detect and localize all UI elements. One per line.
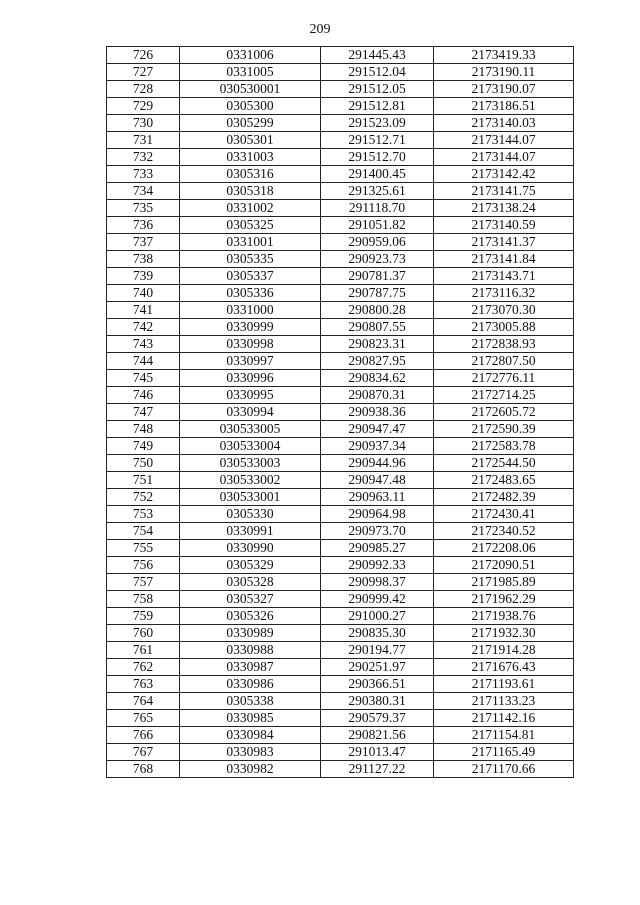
x-coordinate-cell: 291118.70 [321, 200, 434, 217]
point-code-cell: 0330998 [180, 336, 321, 353]
page-number: 209 [309, 22, 331, 37]
point-code-cell: 0330989 [180, 625, 321, 642]
y-coordinate-cell: 2172483.65 [434, 472, 574, 489]
x-coordinate-cell: 291512.71 [321, 132, 434, 149]
point-code-cell: 030533004 [180, 438, 321, 455]
point-code-cell: 0305327 [180, 591, 321, 608]
y-coordinate-cell: 2171165.49 [434, 744, 574, 761]
table-row [107, 336, 574, 353]
x-coordinate-cell: 290870.31 [321, 387, 434, 404]
point-number-cell: 747 [107, 404, 180, 421]
table-row [107, 744, 574, 761]
x-coordinate-cell: 291325.61 [321, 183, 434, 200]
point-number-cell: 764 [107, 693, 180, 710]
y-coordinate-cell: 2172430.41 [434, 506, 574, 523]
table-row [107, 489, 574, 506]
x-coordinate-cell: 290999.42 [321, 591, 434, 608]
table-row [107, 710, 574, 727]
point-code-cell: 0305338 [180, 693, 321, 710]
point-number-cell: 761 [107, 642, 180, 659]
y-coordinate-cell: 2173140.03 [434, 115, 574, 132]
x-coordinate-cell: 290821.56 [321, 727, 434, 744]
x-coordinate-cell: 290944.96 [321, 455, 434, 472]
y-coordinate-cell: 2172208.06 [434, 540, 574, 557]
x-coordinate-cell: 291000.27 [321, 608, 434, 625]
point-code-cell: 0330984 [180, 727, 321, 744]
table-row [107, 727, 574, 744]
table-row [107, 370, 574, 387]
x-coordinate-cell: 290963.11 [321, 489, 434, 506]
point-code-cell: 0331005 [180, 64, 321, 81]
x-coordinate-cell: 290835.30 [321, 625, 434, 642]
x-coordinate-cell: 291512.81 [321, 98, 434, 115]
point-code-cell: 0305300 [180, 98, 321, 115]
x-coordinate-cell: 291051.82 [321, 217, 434, 234]
x-coordinate-cell: 290973.70 [321, 523, 434, 540]
x-coordinate-cell: 291523.09 [321, 115, 434, 132]
coordinates-table [106, 46, 574, 778]
x-coordinate-cell: 290380.31 [321, 693, 434, 710]
x-coordinate-cell: 290251.97 [321, 659, 434, 676]
table-row [107, 421, 574, 438]
point-number-cell: 756 [107, 557, 180, 574]
point-number-cell: 767 [107, 744, 180, 761]
point-code-cell: 030533002 [180, 472, 321, 489]
point-code-cell: 0305325 [180, 217, 321, 234]
point-code-cell: 0330996 [180, 370, 321, 387]
y-coordinate-cell: 2173143.71 [434, 268, 574, 285]
table-row [107, 302, 574, 319]
point-code-cell: 0305335 [180, 251, 321, 268]
table-row [107, 200, 574, 217]
y-coordinate-cell: 2171962.29 [434, 591, 574, 608]
table-row [107, 387, 574, 404]
point-number-cell: 754 [107, 523, 180, 540]
x-coordinate-cell: 290998.37 [321, 574, 434, 591]
table-row [107, 268, 574, 285]
point-code-cell: 0305336 [180, 285, 321, 302]
table-row [107, 472, 574, 489]
y-coordinate-cell: 2171142.16 [434, 710, 574, 727]
table-row [107, 676, 574, 693]
point-number-cell: 750 [107, 455, 180, 472]
y-coordinate-cell: 2172590.39 [434, 421, 574, 438]
y-coordinate-cell: 2171170.66 [434, 761, 574, 778]
point-number-cell: 753 [107, 506, 180, 523]
x-coordinate-cell: 291013.47 [321, 744, 434, 761]
y-coordinate-cell: 2171914.28 [434, 642, 574, 659]
x-coordinate-cell: 291512.05 [321, 81, 434, 98]
point-code-cell: 0330990 [180, 540, 321, 557]
table-row [107, 404, 574, 421]
point-code-cell: 0331003 [180, 149, 321, 166]
point-number-cell: 751 [107, 472, 180, 489]
y-coordinate-cell: 2172583.78 [434, 438, 574, 455]
point-code-cell: 0305299 [180, 115, 321, 132]
x-coordinate-cell: 291400.45 [321, 166, 434, 183]
y-coordinate-cell: 2171193.61 [434, 676, 574, 693]
point-number-cell: 755 [107, 540, 180, 557]
table-row [107, 761, 574, 778]
point-number-cell: 739 [107, 268, 180, 285]
point-number-cell: 766 [107, 727, 180, 744]
x-coordinate-cell: 290800.28 [321, 302, 434, 319]
point-code-cell: 0305326 [180, 608, 321, 625]
x-coordinate-cell: 290964.98 [321, 506, 434, 523]
x-coordinate-cell: 290992.33 [321, 557, 434, 574]
table-row [107, 455, 574, 472]
y-coordinate-cell: 2172605.72 [434, 404, 574, 421]
table-row [107, 523, 574, 540]
point-code-cell: 0305328 [180, 574, 321, 591]
point-code-cell: 0330987 [180, 659, 321, 676]
point-code-cell: 0330986 [180, 676, 321, 693]
table-row [107, 642, 574, 659]
table-row [107, 81, 574, 98]
point-number-cell: 760 [107, 625, 180, 642]
point-code-cell: 0305329 [180, 557, 321, 574]
y-coordinate-cell: 2173419.33 [434, 47, 574, 64]
point-number-cell: 734 [107, 183, 180, 200]
table-row [107, 166, 574, 183]
point-number-cell: 758 [107, 591, 180, 608]
y-coordinate-cell: 2173138.24 [434, 200, 574, 217]
point-code-cell: 0330994 [180, 404, 321, 421]
table-row [107, 608, 574, 625]
point-number-cell: 738 [107, 251, 180, 268]
point-number-cell: 728 [107, 81, 180, 98]
point-code-cell: 0305337 [180, 268, 321, 285]
point-number-cell: 731 [107, 132, 180, 149]
point-code-cell: 030533005 [180, 421, 321, 438]
point-code-cell: 030530001 [180, 81, 321, 98]
x-coordinate-cell: 290194.77 [321, 642, 434, 659]
point-number-cell: 744 [107, 353, 180, 370]
y-coordinate-cell: 2172714.25 [434, 387, 574, 404]
point-number-cell: 727 [107, 64, 180, 81]
point-code-cell: 0305330 [180, 506, 321, 523]
point-number-cell: 757 [107, 574, 180, 591]
point-code-cell: 0330988 [180, 642, 321, 659]
point-code-cell: 0330983 [180, 744, 321, 761]
x-coordinate-cell: 291512.70 [321, 149, 434, 166]
y-coordinate-cell: 2173141.84 [434, 251, 574, 268]
table-row [107, 693, 574, 710]
point-code-cell: 030533001 [180, 489, 321, 506]
point-code-cell: 0330995 [180, 387, 321, 404]
point-code-cell: 0330985 [180, 710, 321, 727]
y-coordinate-cell: 2171676.43 [434, 659, 574, 676]
point-number-cell: 742 [107, 319, 180, 336]
y-coordinate-cell: 2171938.76 [434, 608, 574, 625]
table-row [107, 285, 574, 302]
point-number-cell: 733 [107, 166, 180, 183]
y-coordinate-cell: 2172838.93 [434, 336, 574, 353]
table-row [107, 64, 574, 81]
y-coordinate-cell: 2173141.37 [434, 234, 574, 251]
table-row [107, 234, 574, 251]
table-row [107, 625, 574, 642]
point-number-cell: 752 [107, 489, 180, 506]
y-coordinate-cell: 2172340.52 [434, 523, 574, 540]
point-code-cell: 0330997 [180, 353, 321, 370]
y-coordinate-cell: 2171154.81 [434, 727, 574, 744]
point-number-cell: 765 [107, 710, 180, 727]
table-row [107, 217, 574, 234]
table-row [107, 98, 574, 115]
table-row [107, 183, 574, 200]
y-coordinate-cell: 2173144.07 [434, 132, 574, 149]
point-number-cell: 736 [107, 217, 180, 234]
y-coordinate-cell: 2172482.39 [434, 489, 574, 506]
y-coordinate-cell: 2173116.32 [434, 285, 574, 302]
y-coordinate-cell: 2173142.42 [434, 166, 574, 183]
table-row [107, 132, 574, 149]
point-code-cell: 0305316 [180, 166, 321, 183]
x-coordinate-cell: 290827.95 [321, 353, 434, 370]
table-row [107, 149, 574, 166]
table-row [107, 47, 574, 64]
point-number-cell: 737 [107, 234, 180, 251]
point-number-cell: 726 [107, 47, 180, 64]
table-row [107, 557, 574, 574]
table-row [107, 591, 574, 608]
x-coordinate-cell: 291127.22 [321, 761, 434, 778]
point-code-cell: 0330991 [180, 523, 321, 540]
x-coordinate-cell: 290985.27 [321, 540, 434, 557]
x-coordinate-cell: 290823.31 [321, 336, 434, 353]
table-row [107, 506, 574, 523]
y-coordinate-cell: 2173186.51 [434, 98, 574, 115]
point-code-cell: 0331000 [180, 302, 321, 319]
x-coordinate-cell: 290787.75 [321, 285, 434, 302]
point-code-cell: 030533003 [180, 455, 321, 472]
y-coordinate-cell: 2173190.07 [434, 81, 574, 98]
y-coordinate-cell: 2172807.50 [434, 353, 574, 370]
x-coordinate-cell: 290923.73 [321, 251, 434, 268]
x-coordinate-cell: 290807.55 [321, 319, 434, 336]
x-coordinate-cell: 290947.47 [321, 421, 434, 438]
point-code-cell: 0305318 [180, 183, 321, 200]
point-code-cell: 0331002 [180, 200, 321, 217]
point-number-cell: 740 [107, 285, 180, 302]
y-coordinate-cell: 2173190.11 [434, 64, 574, 81]
x-coordinate-cell: 290366.51 [321, 676, 434, 693]
point-number-cell: 749 [107, 438, 180, 455]
table-row [107, 115, 574, 132]
table-body [107, 47, 574, 778]
y-coordinate-cell: 2172776.11 [434, 370, 574, 387]
table-row [107, 659, 574, 676]
y-coordinate-cell: 2172090.51 [434, 557, 574, 574]
point-code-cell: 0330999 [180, 319, 321, 336]
point-number-cell: 735 [107, 200, 180, 217]
x-coordinate-cell: 290781.37 [321, 268, 434, 285]
table-row [107, 540, 574, 557]
x-coordinate-cell: 290579.37 [321, 710, 434, 727]
point-code-cell: 0330982 [180, 761, 321, 778]
y-coordinate-cell: 2173140.59 [434, 217, 574, 234]
point-code-cell: 0331006 [180, 47, 321, 64]
x-coordinate-cell: 290959.06 [321, 234, 434, 251]
point-number-cell: 759 [107, 608, 180, 625]
point-code-cell: 0305301 [180, 132, 321, 149]
y-coordinate-cell: 2173144.07 [434, 149, 574, 166]
point-number-cell: 743 [107, 336, 180, 353]
point-number-cell: 729 [107, 98, 180, 115]
point-number-cell: 730 [107, 115, 180, 132]
y-coordinate-cell: 2173070.30 [434, 302, 574, 319]
x-coordinate-cell: 290947.48 [321, 472, 434, 489]
point-code-cell: 0331001 [180, 234, 321, 251]
x-coordinate-cell: 291445.43 [321, 47, 434, 64]
table-row [107, 251, 574, 268]
point-number-cell: 745 [107, 370, 180, 387]
table-row [107, 574, 574, 591]
point-number-cell: 748 [107, 421, 180, 438]
point-number-cell: 762 [107, 659, 180, 676]
point-number-cell: 768 [107, 761, 180, 778]
table-row [107, 319, 574, 336]
y-coordinate-cell: 2171133.23 [434, 693, 574, 710]
x-coordinate-cell: 291512.04 [321, 64, 434, 81]
y-coordinate-cell: 2171932.30 [434, 625, 574, 642]
x-coordinate-cell: 290938.36 [321, 404, 434, 421]
table-row [107, 438, 574, 455]
table-row [107, 353, 574, 370]
x-coordinate-cell: 290937.34 [321, 438, 434, 455]
y-coordinate-cell: 2172544.50 [434, 455, 574, 472]
y-coordinate-cell: 2171985.89 [434, 574, 574, 591]
point-number-cell: 741 [107, 302, 180, 319]
x-coordinate-cell: 290834.62 [321, 370, 434, 387]
point-number-cell: 732 [107, 149, 180, 166]
point-number-cell: 763 [107, 676, 180, 693]
point-number-cell: 746 [107, 387, 180, 404]
y-coordinate-cell: 2173005.88 [434, 319, 574, 336]
y-coordinate-cell: 2173141.75 [434, 183, 574, 200]
